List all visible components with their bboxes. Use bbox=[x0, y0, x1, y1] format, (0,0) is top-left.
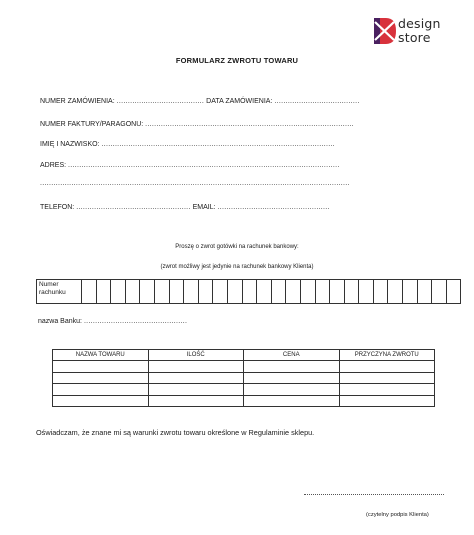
account-digit-cell[interactable] bbox=[96, 280, 111, 304]
column-header-product: NAZWA TOWARU bbox=[53, 350, 149, 361]
email-label: EMAIL: bbox=[192, 204, 216, 211]
column-header-price: CENA bbox=[244, 350, 340, 361]
order-number-label: NUMER ZAMÓWIENIA: bbox=[40, 98, 115, 105]
signature-label: (czytelny podpis Klienta) bbox=[366, 512, 429, 518]
name-field[interactable]: ........................................................................................................ bbox=[101, 141, 335, 148]
order-number-row bbox=[40, 98, 360, 105]
quantity-cell[interactable] bbox=[148, 384, 244, 396]
account-digit-cell[interactable] bbox=[417, 280, 432, 304]
reason-cell[interactable] bbox=[339, 395, 435, 407]
store-logo bbox=[372, 14, 458, 48]
order-date-field[interactable]: ...................................... bbox=[274, 98, 360, 105]
account-digit-cell[interactable] bbox=[344, 280, 359, 304]
bank-field[interactable]: .............................................. bbox=[83, 318, 188, 325]
order-number-field[interactable]: ....................................... bbox=[116, 98, 205, 105]
account-digit-cell[interactable] bbox=[432, 280, 447, 304]
address-field-2[interactable]: .......................................................................................................................................... bbox=[40, 180, 350, 187]
address-label: ADRES: bbox=[40, 162, 67, 169]
account-number-label: Numer rachunku bbox=[37, 280, 82, 304]
quantity-cell[interactable] bbox=[148, 395, 244, 407]
price-cell[interactable] bbox=[244, 384, 340, 396]
account-digit-cell[interactable] bbox=[373, 280, 388, 304]
account-digit-cell[interactable] bbox=[184, 280, 199, 304]
name-label: IMIĘ I NAZWISKO: bbox=[40, 141, 100, 148]
account-digit-cell[interactable] bbox=[242, 280, 257, 304]
account-digit-cell[interactable] bbox=[446, 280, 461, 304]
reason-cell[interactable] bbox=[339, 361, 435, 373]
address-row bbox=[40, 162, 340, 169]
table-row bbox=[53, 361, 435, 373]
signature-line[interactable] bbox=[304, 494, 444, 495]
quantity-cell[interactable] bbox=[148, 361, 244, 373]
account-digit-cell[interactable] bbox=[300, 280, 315, 304]
bank-label: nazwa Banku: bbox=[38, 318, 82, 325]
reason-cell[interactable] bbox=[339, 384, 435, 396]
address-row-2 bbox=[40, 180, 350, 187]
column-header-reason: PRZYCZYNA ZWROTU bbox=[339, 350, 435, 361]
product-cell[interactable] bbox=[53, 395, 149, 407]
form-title: FORMULARZ ZWROTU TOWARU bbox=[175, 56, 299, 65]
invoice-field[interactable]: ............................................................................................. bbox=[145, 121, 354, 128]
price-cell[interactable] bbox=[244, 395, 340, 407]
phone-email-row bbox=[40, 204, 330, 211]
goods-table bbox=[52, 349, 435, 407]
account-digit-cell[interactable] bbox=[315, 280, 330, 304]
account-digit-cell[interactable] bbox=[154, 280, 169, 304]
account-digit-cell[interactable] bbox=[388, 280, 403, 304]
account-digit-cell[interactable] bbox=[169, 280, 184, 304]
table-row bbox=[53, 372, 435, 384]
refund-note: (zwrot możliwy jest jedynie na rachunek bankowy Klienta) bbox=[160, 264, 314, 270]
price-cell[interactable] bbox=[244, 361, 340, 373]
account-digit-cell[interactable] bbox=[213, 280, 228, 304]
column-header-quantity: ILOŚĆ bbox=[148, 350, 244, 361]
refund-request: Proszę o zwrot gotówki na rachunek bankowy: bbox=[175, 244, 299, 250]
product-cell[interactable] bbox=[53, 372, 149, 384]
product-cell[interactable] bbox=[53, 384, 149, 396]
account-digit-cell[interactable] bbox=[257, 280, 272, 304]
account-digit-cell[interactable] bbox=[198, 280, 213, 304]
account-digit-cell[interactable] bbox=[330, 280, 345, 304]
phone-field[interactable]: ................................................... bbox=[76, 204, 191, 211]
address-field-1[interactable]: ......................................................................................................................... bbox=[68, 162, 340, 169]
account-digit-cell[interactable] bbox=[227, 280, 242, 304]
account-digit-cell[interactable] bbox=[125, 280, 140, 304]
declaration-text: Oświadczam, że znane mi są warunki zwrotu towaru określone w Regulaminie sklepu. bbox=[36, 428, 315, 437]
account-digit-cell[interactable] bbox=[111, 280, 126, 304]
phone-label: TELEFON: bbox=[40, 204, 75, 211]
product-cell[interactable] bbox=[53, 361, 149, 373]
logo-text-store: store bbox=[398, 30, 431, 45]
invoice-row bbox=[40, 121, 354, 128]
account-digit-cell[interactable] bbox=[82, 280, 97, 304]
email-field[interactable]: .................................................. bbox=[217, 204, 330, 211]
account-digit-cell[interactable] bbox=[140, 280, 155, 304]
reason-cell[interactable] bbox=[339, 372, 435, 384]
account-digit-cell[interactable] bbox=[359, 280, 374, 304]
table-row bbox=[53, 395, 435, 407]
account-digit-cell[interactable] bbox=[271, 280, 286, 304]
account-digit-cell[interactable] bbox=[403, 280, 418, 304]
price-cell[interactable] bbox=[244, 372, 340, 384]
invoice-label: NUMER FAKTURY/PARAGONU: bbox=[40, 121, 144, 128]
quantity-cell[interactable] bbox=[148, 372, 244, 384]
logo-mark-icon bbox=[372, 16, 398, 46]
account-number-grid bbox=[36, 279, 461, 304]
goods-table-header bbox=[53, 350, 435, 361]
order-date-label: DATA ZAMÓWIENIA: bbox=[206, 98, 273, 105]
logo-text-design: design bbox=[398, 16, 441, 31]
account-digit-cell[interactable] bbox=[286, 280, 301, 304]
name-row bbox=[40, 141, 335, 148]
table-row bbox=[53, 384, 435, 396]
bank-row bbox=[38, 318, 187, 325]
